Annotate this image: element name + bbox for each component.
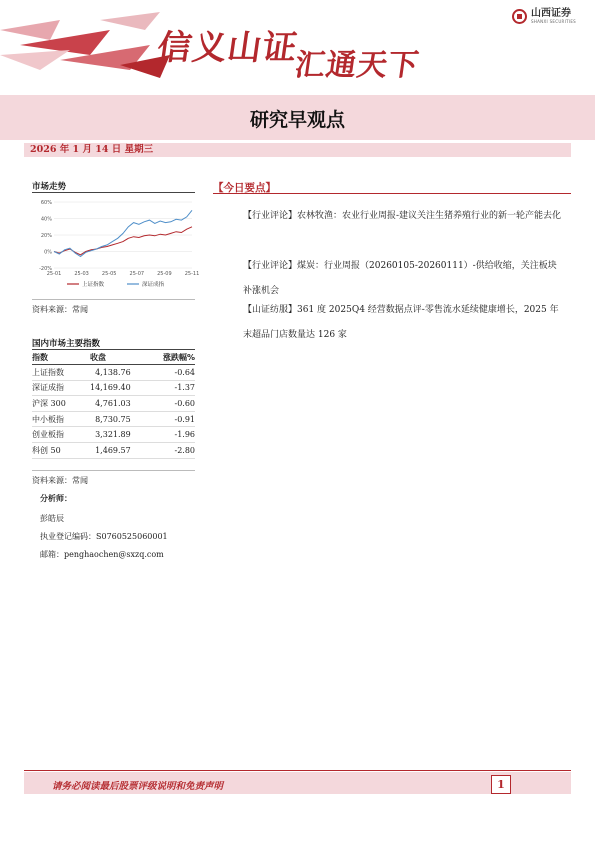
index-name: 创业板指 <box>32 427 90 443</box>
date-bar <box>24 143 571 157</box>
table-row <box>32 411 195 427</box>
report-date: 2026 年 1 月 14 日 星期三 <box>30 144 154 155</box>
y-tick-label: 60% <box>40 200 52 206</box>
slogan-part-a: 信义山证 <box>154 28 301 68</box>
highlight-item[interactable] <box>243 254 565 304</box>
col-header-index: 指数 <box>32 351 90 365</box>
index-close: 14,169.40 <box>90 380 151 396</box>
y-tick-label: 20% <box>40 233 52 239</box>
x-tick-label: 25-09 <box>157 271 172 277</box>
market-trend-label: 市场走势 <box>32 182 67 192</box>
index-close: 4,138.76 <box>90 365 151 381</box>
x-axis <box>47 271 200 277</box>
index-table <box>32 351 195 459</box>
y-tick-label: 0% <box>44 249 52 256</box>
chart-legend <box>67 280 165 288</box>
col-header-change: 涨跌幅% <box>151 351 195 365</box>
chart-source: 资料来源：常闻 <box>32 305 88 314</box>
x-tick-label: 25-01 <box>46 271 62 277</box>
index-name: 上证指数 <box>32 365 90 381</box>
series-line <box>54 227 192 255</box>
analyst-name: 彭皓辰 <box>40 514 64 523</box>
table-row <box>32 380 195 396</box>
item-text: 农林牧渔：农业行业周报-建议关注生猪养殖行业的新一轮产能去化 <box>297 211 562 221</box>
y-tick-label: -20% <box>39 266 52 272</box>
table-source: 资料来源：常闻 <box>32 476 88 485</box>
index-change: -0.91 <box>151 411 195 427</box>
x-tick-label: 25-05 <box>101 271 117 277</box>
divider <box>213 193 571 194</box>
x-tick-label: 25-03 <box>74 271 89 277</box>
divider <box>32 299 195 300</box>
index-close: 4,761.03 <box>90 396 151 412</box>
index-change: -1.96 <box>151 427 195 443</box>
index-close: 8,730.75 <box>90 411 151 427</box>
index-name: 科创 50 <box>32 442 90 458</box>
divider <box>32 349 195 350</box>
divider <box>32 192 195 193</box>
analyst-email[interactable]: 邮箱：penghaochen@sxzq.com <box>40 550 164 559</box>
index-change: -2.80 <box>151 442 195 458</box>
highlight-item[interactable] <box>243 298 565 348</box>
x-tick-label: 25-07 <box>129 271 145 277</box>
index-change: -1.37 <box>151 380 195 396</box>
license-number: 执业登记编码：S0760525060001 <box>40 532 168 541</box>
legend-label: 上证指数 <box>82 282 105 288</box>
title-band <box>0 95 595 140</box>
table-row <box>32 442 195 458</box>
index-name: 深证成指 <box>32 380 90 396</box>
page-title: 研究早观点 <box>249 109 345 131</box>
index-close: 1,469.57 <box>90 442 151 458</box>
logo-icon <box>512 9 527 24</box>
logo-name: 山西证券 <box>531 8 571 19</box>
item-tag: 【行业评论】 <box>243 211 298 221</box>
footer-divider <box>24 770 571 771</box>
page-number: 1 <box>491 775 511 794</box>
index-close: 3,321.89 <box>90 427 151 443</box>
index-change: -0.60 <box>151 396 195 412</box>
table-row <box>32 396 195 412</box>
item-tag: 【山证纺服】 <box>243 305 298 315</box>
table-header-row <box>32 351 195 365</box>
item-text: 煤炭：行业周报（20260105-20260111）-供给收缩，关注板块补涨机会 <box>243 261 557 296</box>
x-tick-label: 25-11 <box>184 271 200 277</box>
index-name: 沪深 300 <box>32 396 90 412</box>
table-row <box>32 427 195 443</box>
slogan <box>154 20 426 83</box>
analyst-label: 分析师： <box>40 494 72 503</box>
table-row <box>32 365 195 381</box>
today-highlights-title: 【今日要点】 <box>213 182 276 194</box>
slogan-part-b: 汇通天下 <box>292 48 422 83</box>
index-change: -0.64 <box>151 365 195 381</box>
col-header-close: 收盘 <box>90 351 151 365</box>
logo-subtitle: SHANXI SECURITIES <box>531 19 577 24</box>
footer-disclaimer[interactable]: 请务必阅读最后股票评级说明和免责声明 <box>52 781 224 792</box>
market-trend-chart <box>32 196 200 292</box>
company-logo <box>512 8 576 24</box>
header-banner <box>0 0 595 95</box>
item-tag: 【行业评论】 <box>243 261 298 271</box>
index-section-title: 国内市场主要指数 <box>32 339 101 349</box>
chart-lines <box>54 210 192 256</box>
y-tick-label: 40% <box>40 216 52 223</box>
y-axis <box>39 200 192 272</box>
divider <box>32 470 195 471</box>
legend-label: 深证成指 <box>142 282 165 288</box>
item-text: 361 度 2025Q4 经营数据点评-零售流水延续健康增长，2025 年末超品门店数量达 126 家 <box>243 305 559 340</box>
index-name: 中小板指 <box>32 411 90 427</box>
highlight-item[interactable] <box>243 204 565 229</box>
